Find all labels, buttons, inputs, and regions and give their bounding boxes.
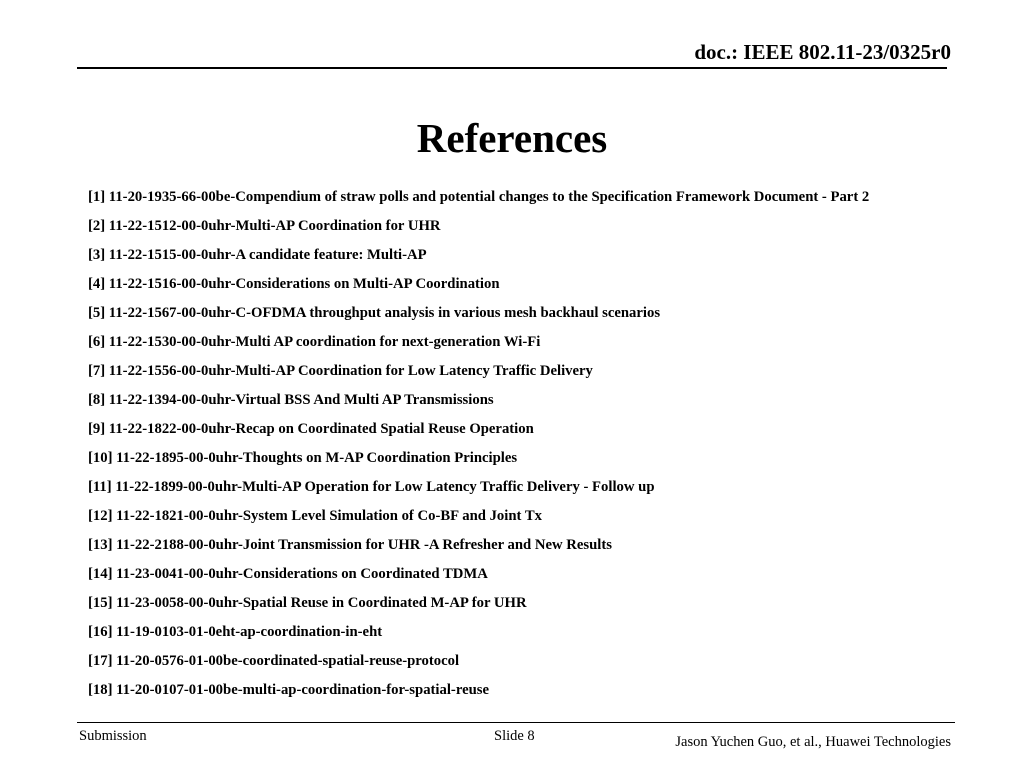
slide-title: References [416, 115, 608, 161]
reference-item: [5] 11-22-1567-00-0uhr-C-OFDMA throughput analysis in various mesh backhaul scenarios [88, 305, 661, 321]
reference-list [88, 183, 869, 705]
reference-item: [2] 11-22-1512-00-0uhr-Multi-AP Coordination for UHR [88, 218, 441, 234]
reference-item: [1] 11-20-1935-66-00be-Compendium of straw polls and potential changes to the Specification Framework Document - Part 2 [88, 189, 870, 205]
reference-item: [12] 11-22-1821-00-0uhr-System Level Simulation of Co-BF and Joint Tx [88, 508, 542, 524]
reference-item: [15] 11-23-0058-00-0uhr-Spatial Reuse in Coordinated M-AP for UHR [88, 595, 527, 611]
reference-item: [13] 11-22-2188-00-0uhr-Joint Transmission for UHR -A Refresher and New Results [88, 537, 612, 553]
footer-author: Jason Yuchen Guo, et al., Huawei Technologies [675, 734, 951, 750]
reference-item: [9] 11-22-1822-00-0uhr-Recap on Coordinated Spatial Reuse Operation [88, 421, 534, 437]
reference-item: [11] 11-22-1899-00-0uhr-Multi-AP Operation for Low Latency Traffic Delivery - Follow up [88, 479, 655, 495]
reference-item: [4] 11-22-1516-00-0uhr-Considerations on Multi-AP Coordination [88, 276, 500, 292]
reference-item: [7] 11-22-1556-00-0uhr-Multi-AP Coordination for Low Latency Traffic Delivery [88, 363, 593, 379]
reference-item: [14] 11-23-0041-00-0uhr-Considerations on Coordinated TDMA [88, 566, 488, 582]
reference-item: [6] 11-22-1530-00-0uhr-Multi AP coordination for next-generation Wi-Fi [88, 334, 541, 350]
footer-divider [77, 722, 955, 723]
header-divider [77, 67, 947, 69]
reference-item: [16] 11-19-0103-01-0eht-ap-coordination-in-eht [88, 624, 383, 640]
reference-item: [18] 11-20-0107-01-00be-multi-ap-coordination-for-spatial-reuse [88, 682, 490, 698]
doc-header: doc.: IEEE 802.11-23/0325r0 [694, 40, 951, 64]
footer-slide-number: Slide 8 [494, 728, 535, 744]
reference-item: [8] 11-22-1394-00-0uhr-Virtual BSS And Multi AP Transmissions [88, 392, 494, 408]
reference-item: [3] 11-22-1515-00-0uhr-A candidate feature: Multi-AP [88, 247, 427, 263]
reference-item: [17] 11-20-0576-01-00be-coordinated-spatial-reuse-protocol [88, 653, 460, 669]
reference-item: [10] 11-22-1895-00-0uhr-Thoughts on M-AP Coordination Principles [88, 450, 518, 466]
footer-submission: Submission [79, 728, 147, 744]
